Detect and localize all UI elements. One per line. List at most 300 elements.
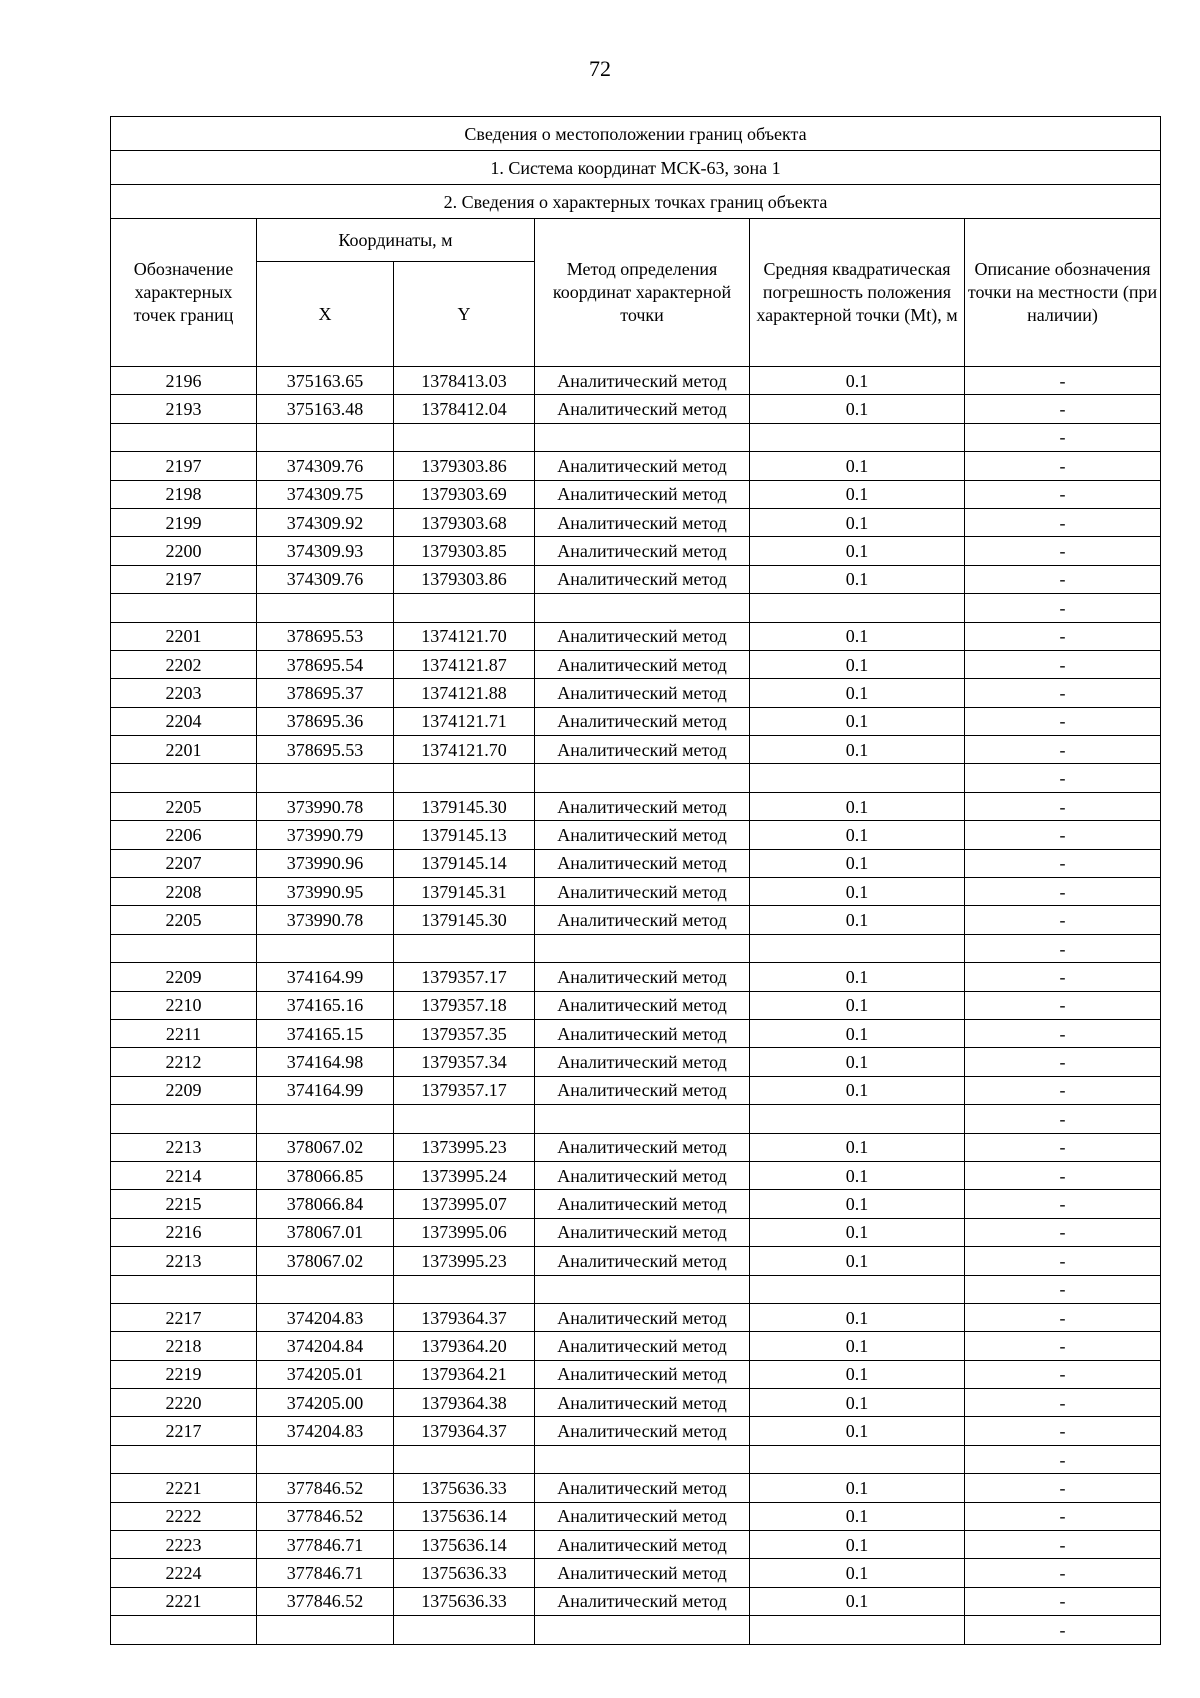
cell-x: 378695.53 xyxy=(257,736,394,764)
table-row xyxy=(111,991,1161,1019)
cell-description: - xyxy=(965,1332,1161,1360)
cell-point: 2204 xyxy=(111,707,257,735)
table-row xyxy=(111,565,1161,593)
cell-point xyxy=(111,423,257,451)
table-row xyxy=(111,679,1161,707)
table-row xyxy=(111,849,1161,877)
cell-x: 374204.84 xyxy=(257,1332,394,1360)
cell-error: 0.1 xyxy=(750,849,965,877)
cell-method: Аналитический метод xyxy=(535,1474,750,1502)
cell-point: 2201 xyxy=(111,736,257,764)
cell-description: - xyxy=(965,1076,1161,1104)
cell-error: 0.1 xyxy=(750,736,965,764)
cell-x: 378066.85 xyxy=(257,1161,394,1189)
cell-error: 0.1 xyxy=(750,1559,965,1587)
table-row xyxy=(111,821,1161,849)
cell-point: 2217 xyxy=(111,1303,257,1331)
cell-point: 2199 xyxy=(111,508,257,536)
cell-method: Аналитический метод xyxy=(535,1559,750,1587)
cell-method: Аналитический метод xyxy=(535,1332,750,1360)
cell-y: 1379303.68 xyxy=(394,508,535,536)
cell-error: 0.1 xyxy=(750,821,965,849)
cell-description: - xyxy=(965,508,1161,536)
cell-description: - xyxy=(965,736,1161,764)
cell-description: - xyxy=(965,1531,1161,1559)
cell-method: Аналитический метод xyxy=(535,1076,750,1104)
cell-x: 373990.78 xyxy=(257,906,394,934)
table-row xyxy=(111,1474,1161,1502)
cell-error xyxy=(750,764,965,792)
cell-error: 0.1 xyxy=(750,1332,965,1360)
cell-error: 0.1 xyxy=(750,537,965,565)
cell-method: Аналитический метод xyxy=(535,707,750,735)
table-row xyxy=(111,1275,1161,1303)
cell-y xyxy=(394,423,535,451)
cell-error: 0.1 xyxy=(750,480,965,508)
cell-method: Аналитический метод xyxy=(535,679,750,707)
cell-x: 374309.76 xyxy=(257,565,394,593)
cell-error xyxy=(750,423,965,451)
cell-y: 1373995.23 xyxy=(394,1247,535,1275)
table-row xyxy=(111,1161,1161,1189)
cell-x xyxy=(257,1616,394,1644)
cell-error: 0.1 xyxy=(750,906,965,934)
cell-point xyxy=(111,1616,257,1644)
cell-method xyxy=(535,1445,750,1473)
cell-x: 374205.00 xyxy=(257,1389,394,1417)
cell-x: 377846.71 xyxy=(257,1559,394,1587)
boundary-points-table xyxy=(110,116,1161,1645)
cell-x: 377846.71 xyxy=(257,1531,394,1559)
cell-description: - xyxy=(965,1445,1161,1473)
cell-y: 1373995.06 xyxy=(394,1218,535,1246)
cell-x: 374165.15 xyxy=(257,1019,394,1047)
coordinate-system-caption: 1. Система координат МСК-63, зона 1 xyxy=(111,151,1161,185)
cell-y xyxy=(394,594,535,622)
cell-point: 2200 xyxy=(111,537,257,565)
table-row xyxy=(111,1616,1161,1644)
cell-method: Аналитический метод xyxy=(535,367,750,395)
cell-method: Аналитический метод xyxy=(535,736,750,764)
cell-point: 2209 xyxy=(111,963,257,991)
cell-point: 2221 xyxy=(111,1474,257,1502)
cell-description: - xyxy=(965,1417,1161,1445)
cell-description: - xyxy=(965,707,1161,735)
cell-y: 1379303.85 xyxy=(394,537,535,565)
cell-x: 374309.75 xyxy=(257,480,394,508)
cell-x: 375163.48 xyxy=(257,395,394,423)
cell-description: - xyxy=(965,1190,1161,1218)
cell-y: 1379357.17 xyxy=(394,1076,535,1104)
table-row xyxy=(111,395,1161,423)
cell-error: 0.1 xyxy=(750,679,965,707)
cell-x: 374309.93 xyxy=(257,537,394,565)
cell-description: - xyxy=(965,679,1161,707)
cell-x: 374164.98 xyxy=(257,1048,394,1076)
cell-description: - xyxy=(965,934,1161,962)
cell-error: 0.1 xyxy=(750,565,965,593)
cell-error: 0.1 xyxy=(750,1247,965,1275)
cell-error: 0.1 xyxy=(750,395,965,423)
cell-description: - xyxy=(965,1474,1161,1502)
cell-point: 2205 xyxy=(111,792,257,820)
cell-description: - xyxy=(965,1218,1161,1246)
page-number: 72 xyxy=(589,56,611,81)
cell-y: 1374121.70 xyxy=(394,736,535,764)
cell-error: 0.1 xyxy=(750,1360,965,1388)
table-row xyxy=(111,1133,1161,1161)
cell-x: 378066.84 xyxy=(257,1190,394,1218)
cell-point: 2214 xyxy=(111,1161,257,1189)
cell-description: - xyxy=(965,792,1161,820)
cell-description: - xyxy=(965,1360,1161,1388)
cell-error: 0.1 xyxy=(750,1076,965,1104)
cell-description: - xyxy=(965,963,1161,991)
header-x: X xyxy=(257,262,394,367)
table-title: Сведения о местоположении границ объекта xyxy=(111,117,1161,151)
header-mean-square-error: Средняя квадратическая погрешность положения характерной точки (Mt), м xyxy=(750,219,965,367)
table-row xyxy=(111,1417,1161,1445)
table-row xyxy=(111,878,1161,906)
cell-x xyxy=(257,1275,394,1303)
cell-method xyxy=(535,1105,750,1133)
cell-method: Аналитический метод xyxy=(535,906,750,934)
cell-error xyxy=(750,594,965,622)
cell-error: 0.1 xyxy=(750,1190,965,1218)
cell-y: 1379357.34 xyxy=(394,1048,535,1076)
table-row xyxy=(111,452,1161,480)
cell-y: 1379145.30 xyxy=(394,792,535,820)
table-row xyxy=(111,1048,1161,1076)
cell-y: 1373995.23 xyxy=(394,1133,535,1161)
cell-description: - xyxy=(965,1303,1161,1331)
cell-point: 2221 xyxy=(111,1587,257,1615)
cell-error xyxy=(750,934,965,962)
cell-description: - xyxy=(965,764,1161,792)
cell-x: 377846.52 xyxy=(257,1502,394,1530)
cell-point: 2210 xyxy=(111,991,257,1019)
cell-x: 377846.52 xyxy=(257,1474,394,1502)
cell-x: 374164.99 xyxy=(257,963,394,991)
table-row xyxy=(111,1105,1161,1133)
cell-description: - xyxy=(965,1587,1161,1615)
cell-x: 378067.02 xyxy=(257,1247,394,1275)
cell-point: 2193 xyxy=(111,395,257,423)
cell-y: 1379357.18 xyxy=(394,991,535,1019)
cell-method: Аналитический метод xyxy=(535,508,750,536)
cell-x: 373990.79 xyxy=(257,821,394,849)
cell-point xyxy=(111,934,257,962)
cell-description: - xyxy=(965,1616,1161,1644)
table-row xyxy=(111,1190,1161,1218)
cell-error xyxy=(750,1616,965,1644)
cell-method xyxy=(535,1275,750,1303)
cell-x xyxy=(257,764,394,792)
cell-error: 0.1 xyxy=(750,1587,965,1615)
cell-x: 374204.83 xyxy=(257,1303,394,1331)
cell-description: - xyxy=(965,878,1161,906)
cell-error: 0.1 xyxy=(750,792,965,820)
cell-method: Аналитический метод xyxy=(535,792,750,820)
cell-error: 0.1 xyxy=(750,1502,965,1530)
cell-point: 2197 xyxy=(111,452,257,480)
cell-method: Аналитический метод xyxy=(535,878,750,906)
table-row xyxy=(111,1332,1161,1360)
cell-method: Аналитический метод xyxy=(535,821,750,849)
table-row xyxy=(111,1076,1161,1104)
cell-point xyxy=(111,764,257,792)
cell-description: - xyxy=(965,1133,1161,1161)
cell-point: 2223 xyxy=(111,1531,257,1559)
cell-x xyxy=(257,423,394,451)
cell-y: 1374121.71 xyxy=(394,707,535,735)
cell-error xyxy=(750,1275,965,1303)
table-row xyxy=(111,1218,1161,1246)
cell-method xyxy=(535,423,750,451)
cell-description: - xyxy=(965,821,1161,849)
cell-description: - xyxy=(965,1048,1161,1076)
cell-method xyxy=(535,764,750,792)
table-row xyxy=(111,1247,1161,1275)
cell-x: 374204.83 xyxy=(257,1417,394,1445)
cell-y: 1379145.30 xyxy=(394,906,535,934)
cell-method: Аналитический метод xyxy=(535,452,750,480)
cell-error: 0.1 xyxy=(750,963,965,991)
header-point-designation: Обозначение характерных точек границ xyxy=(111,219,257,367)
cell-method: Аналитический метод xyxy=(535,650,750,678)
table-row xyxy=(111,1360,1161,1388)
cell-error: 0.1 xyxy=(750,367,965,395)
cell-y xyxy=(394,764,535,792)
cell-description: - xyxy=(965,1389,1161,1417)
cell-error xyxy=(750,1445,965,1473)
cell-description: - xyxy=(965,991,1161,1019)
cell-y: 1379364.37 xyxy=(394,1417,535,1445)
cell-x: 374309.92 xyxy=(257,508,394,536)
cell-point xyxy=(111,1275,257,1303)
cell-y: 1375636.33 xyxy=(394,1587,535,1615)
cell-y: 1375636.33 xyxy=(394,1474,535,1502)
cell-x: 378695.36 xyxy=(257,707,394,735)
cell-point: 2196 xyxy=(111,367,257,395)
cell-y: 1379357.17 xyxy=(394,963,535,991)
cell-method: Аналитический метод xyxy=(535,1048,750,1076)
table-row xyxy=(111,906,1161,934)
cell-description: - xyxy=(965,565,1161,593)
table-row xyxy=(111,1587,1161,1615)
cell-method: Аналитический метод xyxy=(535,622,750,650)
cell-point: 2215 xyxy=(111,1190,257,1218)
cell-description: - xyxy=(965,594,1161,622)
table-row xyxy=(111,707,1161,735)
cell-y xyxy=(394,1105,535,1133)
cell-point: 2219 xyxy=(111,1360,257,1388)
cell-point: 2206 xyxy=(111,821,257,849)
cell-y: 1374121.70 xyxy=(394,622,535,650)
cell-description: - xyxy=(965,1161,1161,1189)
cell-description: - xyxy=(965,906,1161,934)
table-row xyxy=(111,508,1161,536)
cell-error: 0.1 xyxy=(750,1048,965,1076)
cell-description: - xyxy=(965,1559,1161,1587)
cell-point xyxy=(111,1105,257,1133)
cell-method: Аналитический метод xyxy=(535,1502,750,1530)
cell-method: Аналитический метод xyxy=(535,849,750,877)
cell-x xyxy=(257,934,394,962)
cell-y: 1374121.88 xyxy=(394,679,535,707)
cell-description: - xyxy=(965,650,1161,678)
cell-description: - xyxy=(965,452,1161,480)
table-row xyxy=(111,963,1161,991)
table-row xyxy=(111,480,1161,508)
cell-point: 2216 xyxy=(111,1218,257,1246)
cell-method: Аналитический метод xyxy=(535,1360,750,1388)
cell-error: 0.1 xyxy=(750,1133,965,1161)
table-row xyxy=(111,1531,1161,1559)
cell-method: Аналитический метод xyxy=(535,963,750,991)
cell-y: 1375636.14 xyxy=(394,1502,535,1530)
cell-method: Аналитический метод xyxy=(535,1247,750,1275)
table-row xyxy=(111,1389,1161,1417)
cell-method: Аналитический метод xyxy=(535,1133,750,1161)
cell-x: 373990.78 xyxy=(257,792,394,820)
cell-error: 0.1 xyxy=(750,1417,965,1445)
table-row xyxy=(111,764,1161,792)
cell-x: 373990.96 xyxy=(257,849,394,877)
cell-point: 2218 xyxy=(111,1332,257,1360)
cell-x: 378067.01 xyxy=(257,1218,394,1246)
cell-method: Аналитический метод xyxy=(535,1019,750,1047)
table-row xyxy=(111,622,1161,650)
cell-point: 2224 xyxy=(111,1559,257,1587)
cell-y: 1379364.38 xyxy=(394,1389,535,1417)
table-row xyxy=(111,423,1161,451)
cell-point: 2213 xyxy=(111,1133,257,1161)
cell-y xyxy=(394,1275,535,1303)
cell-x xyxy=(257,1445,394,1473)
cell-description: - xyxy=(965,537,1161,565)
cell-error xyxy=(750,1105,965,1133)
cell-method: Аналитический метод xyxy=(535,1190,750,1218)
cell-x: 374164.99 xyxy=(257,1076,394,1104)
cell-point: 2202 xyxy=(111,650,257,678)
cell-method: Аналитический метод xyxy=(535,1303,750,1331)
cell-y: 1373995.07 xyxy=(394,1190,535,1218)
cell-point: 2213 xyxy=(111,1247,257,1275)
cell-method: Аналитический метод xyxy=(535,1161,750,1189)
cell-point: 2203 xyxy=(111,679,257,707)
cell-description: - xyxy=(965,622,1161,650)
cell-error: 0.1 xyxy=(750,707,965,735)
cell-point: 2209 xyxy=(111,1076,257,1104)
table-row xyxy=(111,594,1161,622)
cell-y: 1378412.04 xyxy=(394,395,535,423)
cell-description: - xyxy=(965,1019,1161,1047)
table-row xyxy=(111,537,1161,565)
cell-method: Аналитический метод xyxy=(535,480,750,508)
cell-y: 1379303.86 xyxy=(394,452,535,480)
cell-y: 1379364.37 xyxy=(394,1303,535,1331)
cell-y: 1374121.87 xyxy=(394,650,535,678)
cell-method: Аналитический метод xyxy=(535,565,750,593)
cell-point: 2220 xyxy=(111,1389,257,1417)
cell-point: 2207 xyxy=(111,849,257,877)
cell-description: - xyxy=(965,395,1161,423)
cell-method: Аналитический метод xyxy=(535,1389,750,1417)
cell-y: 1373995.24 xyxy=(394,1161,535,1189)
cell-x: 378695.53 xyxy=(257,622,394,650)
cell-y: 1375636.14 xyxy=(394,1531,535,1559)
cell-x: 374309.76 xyxy=(257,452,394,480)
cell-error: 0.1 xyxy=(750,622,965,650)
header-description: Описание обозначения точки на местности (при наличии) xyxy=(965,219,1161,367)
table-row xyxy=(111,1559,1161,1587)
table-row xyxy=(111,792,1161,820)
cell-method: Аналитический метод xyxy=(535,1531,750,1559)
table-row xyxy=(111,1502,1161,1530)
cell-error: 0.1 xyxy=(750,1019,965,1047)
cell-method: Аналитический метод xyxy=(535,1587,750,1615)
cell-y xyxy=(394,934,535,962)
cell-point: 2198 xyxy=(111,480,257,508)
table-row xyxy=(111,1445,1161,1473)
table-row xyxy=(111,367,1161,395)
cell-y: 1379145.31 xyxy=(394,878,535,906)
cell-y: 1378413.03 xyxy=(394,367,535,395)
cell-error: 0.1 xyxy=(750,1474,965,1502)
cell-y: 1379303.86 xyxy=(394,565,535,593)
cell-method: Аналитический метод xyxy=(535,395,750,423)
header-method: Метод определения координат характерной точки xyxy=(535,219,750,367)
cell-point: 2208 xyxy=(111,878,257,906)
cell-y: 1379145.14 xyxy=(394,849,535,877)
cell-x: 378695.37 xyxy=(257,679,394,707)
points-section-caption: 2. Сведения о характерных точках границ объекта xyxy=(111,185,1161,219)
cell-y xyxy=(394,1445,535,1473)
cell-point: 2211 xyxy=(111,1019,257,1047)
cell-point xyxy=(111,1445,257,1473)
cell-y: 1379357.35 xyxy=(394,1019,535,1047)
cell-method xyxy=(535,934,750,962)
cell-y: 1379364.21 xyxy=(394,1360,535,1388)
cell-point: 2212 xyxy=(111,1048,257,1076)
cell-error: 0.1 xyxy=(750,1531,965,1559)
cell-method xyxy=(535,1616,750,1644)
cell-method xyxy=(535,594,750,622)
cell-method: Аналитический метод xyxy=(535,991,750,1019)
cell-description: - xyxy=(965,1502,1161,1530)
cell-method: Аналитический метод xyxy=(535,537,750,565)
cell-point: 2205 xyxy=(111,906,257,934)
cell-description: - xyxy=(965,367,1161,395)
cell-x: 378695.54 xyxy=(257,650,394,678)
header-y: Y xyxy=(394,262,535,367)
cell-x: 373990.95 xyxy=(257,878,394,906)
cell-point: 2217 xyxy=(111,1417,257,1445)
cell-x: 374205.01 xyxy=(257,1360,394,1388)
cell-method: Аналитический метод xyxy=(535,1417,750,1445)
table-row xyxy=(111,1019,1161,1047)
header-coordinates: Координаты, м xyxy=(257,219,535,262)
cell-point xyxy=(111,594,257,622)
cell-point: 2197 xyxy=(111,565,257,593)
cell-description: - xyxy=(965,849,1161,877)
cell-x: 374165.16 xyxy=(257,991,394,1019)
cell-description: - xyxy=(965,1275,1161,1303)
cell-description: - xyxy=(965,423,1161,451)
cell-description: - xyxy=(965,480,1161,508)
cell-error: 0.1 xyxy=(750,878,965,906)
